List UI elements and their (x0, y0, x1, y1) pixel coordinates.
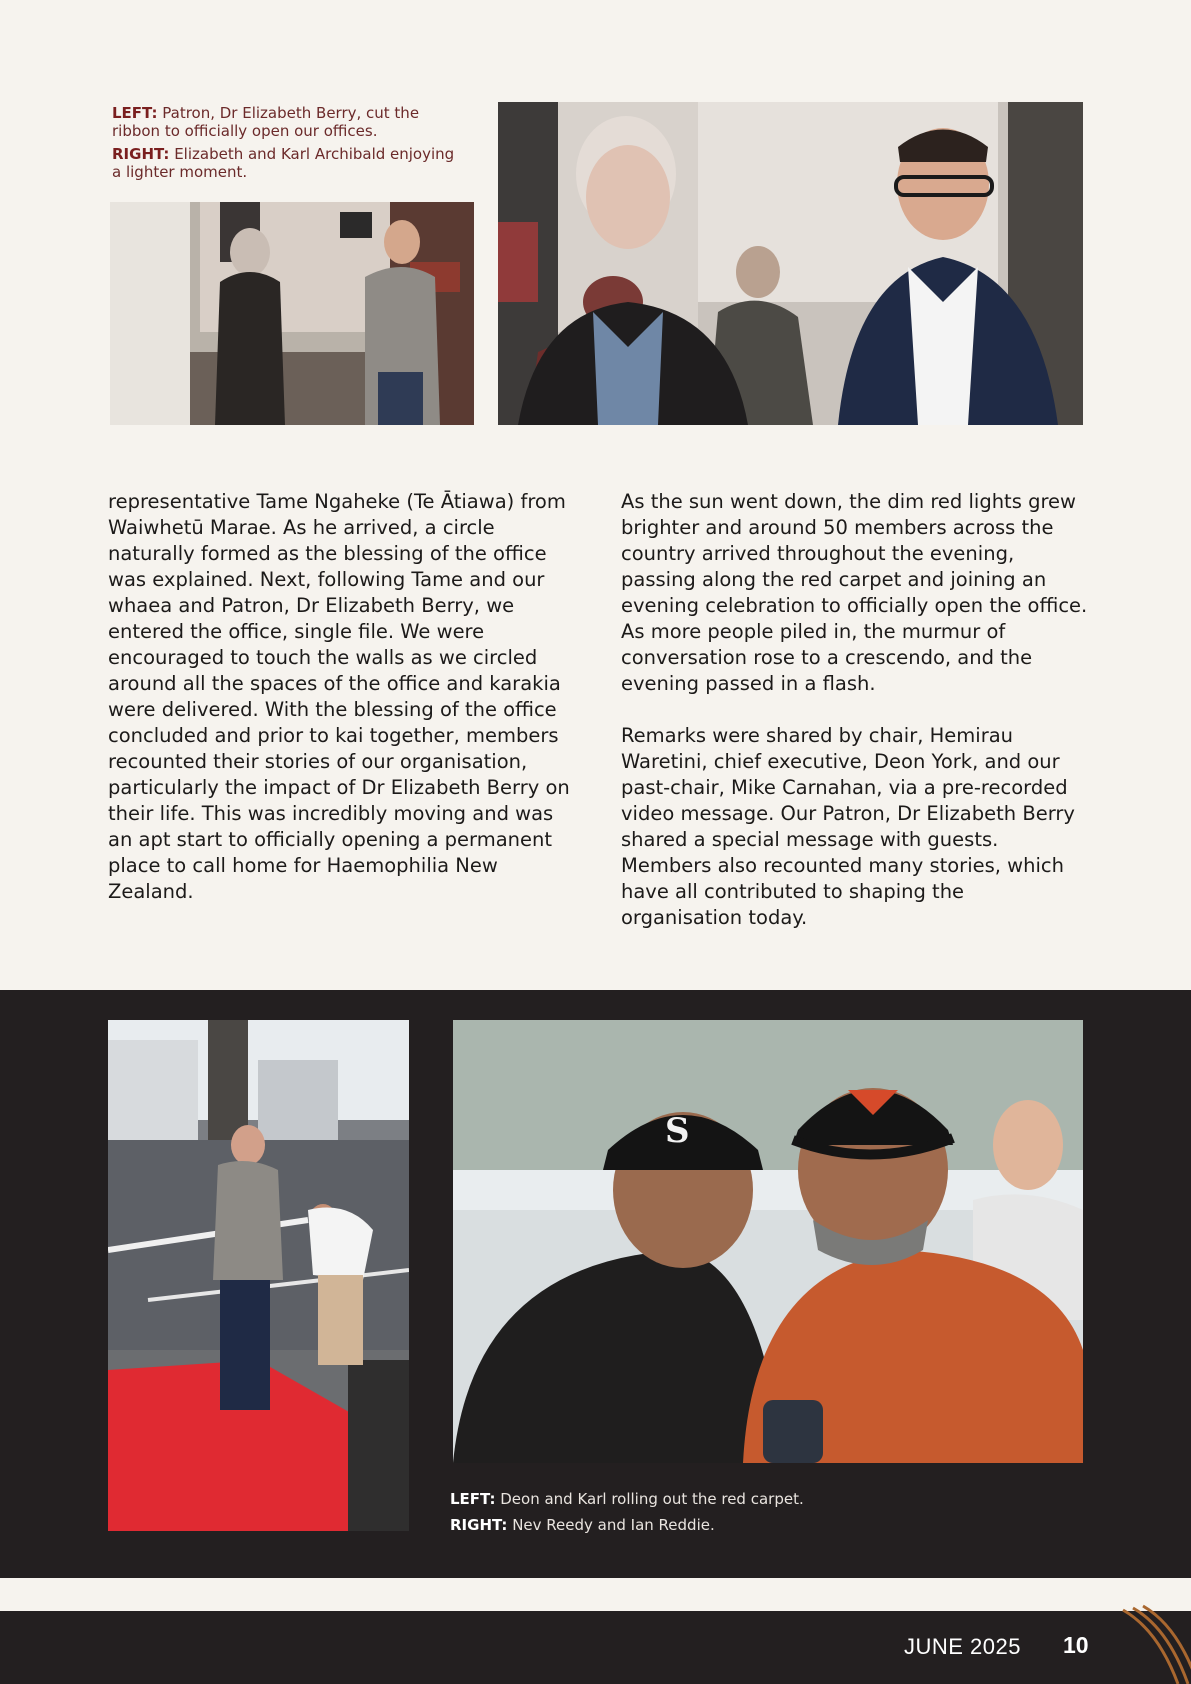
photo-red-carpet-image (108, 1020, 409, 1531)
photo-nev-and-ian-image (453, 1020, 1083, 1463)
photo-ribbon-cutting-image (110, 202, 474, 425)
article-left-column (108, 489, 578, 905)
bottom-photo-caption (450, 1486, 1050, 1538)
top-caption-left: LEFT: Patron, Dr Elizabeth Berry, cut the ribbon to officially open our offices. (112, 104, 420, 140)
photo-ribbon-cutting (110, 202, 474, 425)
photo-elizabeth-and-karl-image (498, 102, 1083, 425)
article-right-column (621, 489, 1091, 931)
article-paragraph: As the sun went down, the dim red lights grew brighter and around 50 members across the country arrived throughout the evening, passing along the red carpet and joining an evening celebration to officially open the office. As more people piled in, the murmur of conversation rose to a crescendo, and the evening passed in a flash. (621, 490, 1088, 695)
top-photo-caption (112, 104, 462, 181)
article-paragraph: Remarks were shared by chair, Hemirau Waretini, chief executive, Deon York, and our past-chair, Mike Carnahan, via a pre-recorded video message. Our Patron, Dr Elizabeth Berry shared a special message with guests. Members also recounted many stories, which have all contributed to shaping the organisation today. (621, 724, 1075, 929)
decorative-stripes-icon (1118, 1600, 1191, 1684)
issue-date: JUNE 2025 (903, 1634, 1021, 1659)
photo-elizabeth-and-karl (498, 102, 1083, 425)
top-caption-right: RIGHT: Elizabeth and Karl Archibald enjoying a lighter moment. (112, 145, 455, 181)
photo-nev-and-ian (453, 1020, 1083, 1463)
svg-text:S: S (665, 1111, 690, 1151)
photo-red-carpet (108, 1020, 409, 1531)
bottom-caption-left: LEFT: Deon and Karl rolling out the red carpet. (450, 1490, 804, 1508)
page-number: 10 (1063, 1632, 1089, 1658)
bottom-caption-right: RIGHT: Nev Reedy and Ian Reddie. (450, 1516, 715, 1534)
article-paragraph: representative Tame Ngaheke (Te Ātiawa) from Waiwhetū Marae. As he arrived, a circle naturally formed as the blessing of the office was explained. Next, following Tame and our whaea and Patron, Dr Elizabeth Berry, we entered the office, single file. We were encouraged to touch the walls as we circled around all the spaces of the office and karakia were delivered. With the blessing of the office concluded and prior to kai together, members recounted their stories of our organisation, particularly the impact of Dr Elizabeth Berry on their life. This was incredibly moving and was an apt start to officially opening a permanent place to call home for Haemophilia New Zealand. (108, 490, 570, 903)
